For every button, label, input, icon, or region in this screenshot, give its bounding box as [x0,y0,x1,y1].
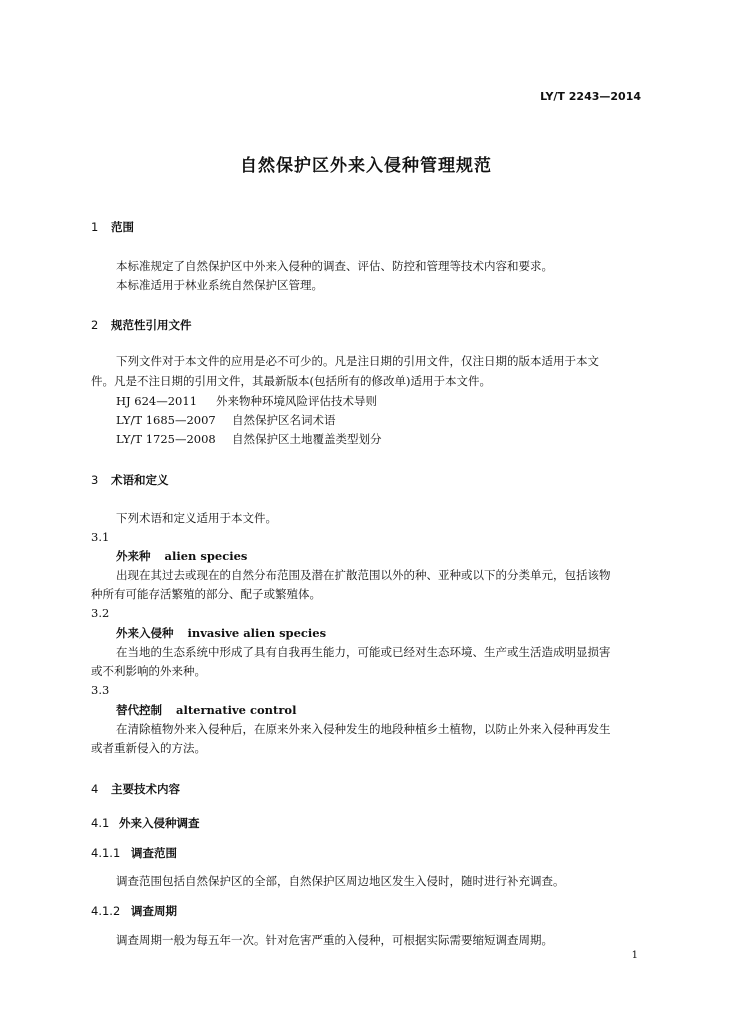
reference-item [116,431,382,447]
definition-line: 或者重新侵入的方法。 [91,741,206,755]
definition-line: 在当地的生态系统中形成了具有自我再生能力，可能或已经对生态环境、生产或生活造成明显损害 [116,645,611,659]
reference-name: 自然保护区名词术语 [232,413,336,427]
section-title: 规范性引用文件 [111,318,192,332]
definition-line: 出现在其过去或现在的自然分布范围及潜在扩散范围以外的种、亚种或以下的分类单元，包括该物 [116,568,611,582]
definition-line: 种所有可能存活繁殖的部分、配子或繁殖体。 [91,587,321,601]
paragraph: 调查范围包括自然保护区的全部，自然保护区周边地区发生入侵时，随时进行补充调查。 [116,874,565,888]
section-2-heading [91,317,192,333]
section-3-heading [91,472,169,488]
term-chinese: 外来入侵种 [116,626,174,640]
definition-line: 在清除植物外来入侵种后，在原来外来入侵种发生的地段种植乡土植物，以防止外来入侵种再发生 [116,722,611,736]
term-english: alternative control [176,703,297,717]
reference-item [116,412,336,428]
term-chinese: 外来种 [116,549,151,563]
section-number: 4 [91,782,99,796]
subsection-number: 4.1 [91,816,110,830]
subsection-number: 4.1.1 [91,846,121,860]
section-number: 3 [91,473,99,487]
reference-code: LY/T 1725—2008 [116,432,216,446]
reference-name: 自然保护区土地覆盖类型划分 [232,432,382,446]
section-number: 2 [91,318,99,332]
document-title: 自然保护区外来入侵种管理规范 [240,156,492,176]
term-title [116,625,326,641]
section-1-heading [91,219,134,235]
term-number: 3.2 [91,606,110,620]
subsection-heading [91,815,200,831]
section-title: 术语和定义 [111,473,169,487]
reference-code: LY/T 1685—2007 [116,413,216,427]
paragraph: 本标准适用于林业系统自然保护区管理。 [116,278,323,292]
subsection-heading [91,845,177,861]
reference-item [116,393,377,409]
term-title [116,702,296,718]
paragraph-line: 下列文件对于本文件的应用是必不可少的。凡是注日期的引用文件，仅注日期的版本适用于本文 [116,354,599,368]
section-number: 1 [91,220,99,234]
standard-code: LY/T 2243—2014 [540,90,641,103]
section-title: 范围 [111,220,134,234]
page-number: 1 [631,950,638,961]
term-number: 3.3 [91,683,110,697]
subsection-title: 调查周期 [131,904,177,918]
subsection-title: 调查范围 [131,846,177,860]
paragraph: 调查周期一般为每五年一次。针对危害严重的入侵种，可根据实际需要缩短调查周期。 [116,933,553,947]
definition-line: 或不利影响的外来种。 [91,664,206,678]
subsection-number: 4.1.2 [91,904,121,918]
section-title: 主要技术内容 [111,782,180,796]
term-chinese: 替代控制 [116,703,162,717]
term-english: alien species [164,549,248,563]
subsection-title: 外来入侵种调查 [119,816,200,830]
section-4-heading [91,781,180,797]
term-number: 3.1 [91,530,110,544]
term-english: invasive alien species [187,626,327,640]
term-title [116,548,247,564]
paragraph: 本标准规定了自然保护区中外来入侵种的调查、评估、防控和管理等技术内容和要求。 [116,259,553,273]
reference-name: 外来物种环境风险评估技术导则 [216,394,377,408]
paragraph-line: 件。凡是不注日期的引用文件，其最新版本(包括所有的修改单)适用于本文件。 [91,374,491,388]
reference-code: HJ 624—2011 [116,394,198,408]
subsection-heading [91,903,177,919]
paragraph: 下列术语和定义适用于本文件。 [116,511,277,525]
